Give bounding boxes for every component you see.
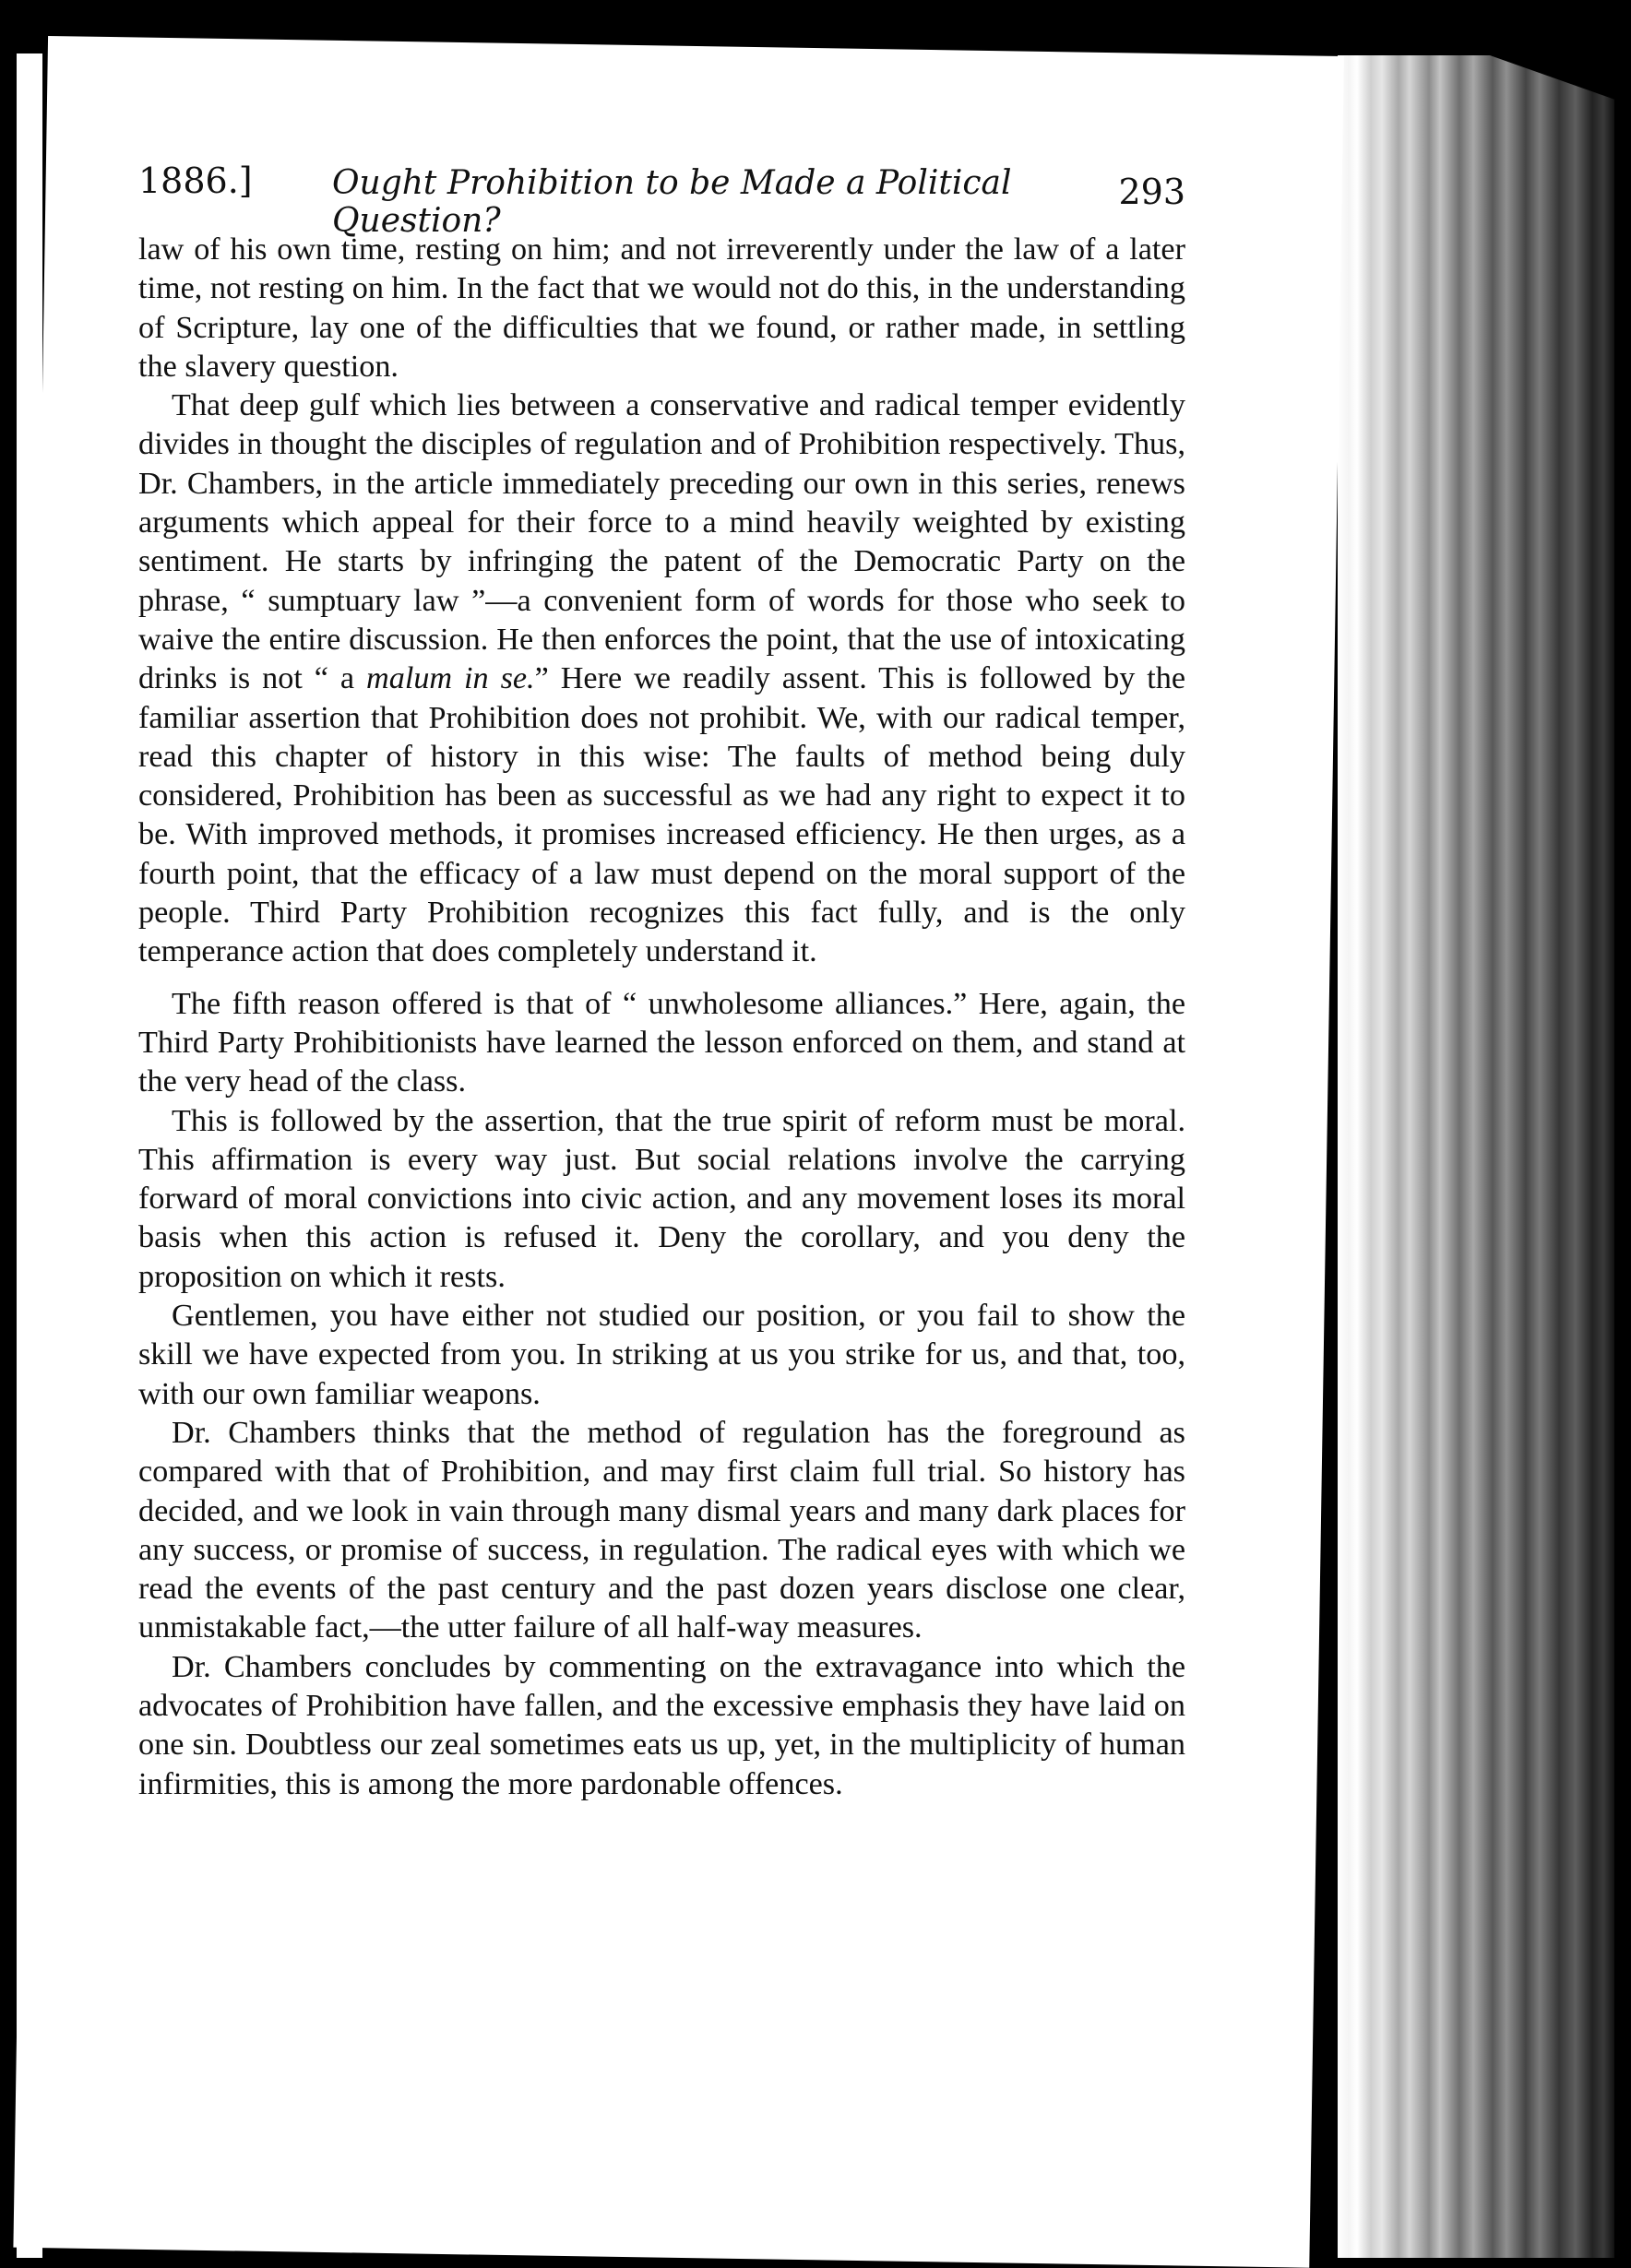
paragraph-gentlemen: Gentlemen, you have either not studied our position, or you fail to show the skill we have expected from you. In striking at us you strike for us, and that, too, with our own familiar weapons. [138,1299,1185,1411]
paragraph-continuation: law of his own time, resting on him; and not irreverently under the law of a later time, not resting on him. In the fact that we would not do this, in the understanding of Scripture, lay one of the difficulties that we found, or rather made, in settling the slavery question. [138,232,1185,384]
book-page-edges [1338,55,1614,2258]
paragraph-gulf [138,386,1185,971]
page-number: 293 [1118,172,1185,212]
paragraph-fifth-reason: The fifth reason offered is that of “ unwholesome alliances.” Here, again, the Third Party Prohibitionists have learned the lesson enforced on them, and stand at the very head of the class. [138,986,1185,1099]
paragraph-gulf-text-cont: ” Here we readily assent. This is followed by the familiar assertion that Prohibition does not prohibit. We, with our radical temper, read this chapter of history in this wise: The faults of method being duly considered, Prohibition has been as successful as we had any right to expect it to be. With improved methods, it promises increased efficiency. He then urges, as a fourth point, that the efficacy of a law must depend on the moral support of the people. Third Party Prohibition recognizes this fact fully, and is the only temperance action that does completely understand it. [138,661,1186,969]
running-title: Ought Prohibition to be Made a Political Question? [332,164,1012,240]
paragraph-conclusion: Dr. Chambers concludes by commenting on the extravagance into which the advocates of Prohibition have fallen, and the excessive emphasis they have laid on one sin. Doubtless our zeal sometimes eats us up, yet, in the multiplicity of human infirmities, this is among the more pardonable offences. [138,1649,1185,1801]
paragraph-regulation: Dr. Chambers thinks that the method of regulation has the foreground as compared with that of Prohibition, and may first claim full trial. So history has decided, and we look in vain through many dismal years and many dark places for any success, or promise of success, in regulation. The radical eyes with which we read the events of the past century and the past dozen years disclose one clear, unmistakable fact,—the utter failure of all half-way measures. [138,1415,1185,1645]
article-body [138,231,1185,1804]
header-year: 1886.] [138,160,253,201]
running-header [138,148,1185,240]
latin-phrase: malum in se. [366,661,535,696]
paragraph-gulf-text: That deep gulf which lies between a conservative and radical temper evidently divides in thought the disciples of regulation and of Prohibition respectively. Thus, Dr. Chambers, in the article immediately preceding our own in this series, renews arguments which appeal for their force to a mind heavily weighted by existing sentiment. He starts by infringing the patent of the Democratic Party on the phrase, “ sumptuary law ”—a convenient form of words for those who seek to waive the entire discussion. He then enforces the point, that the use of intoxicating drinks is not “ a [138,388,1185,696]
paragraph-moral-spirit: This is followed by the assertion, that the true spirit of reform must be moral. This affirmation is every way just. But social relations involve the carrying forward of moral convictions into civic action, and any movement loses its moral basis when this action is refused it. Deny the corollary, and you deny the proposition on which it rests. [138,1103,1185,1294]
